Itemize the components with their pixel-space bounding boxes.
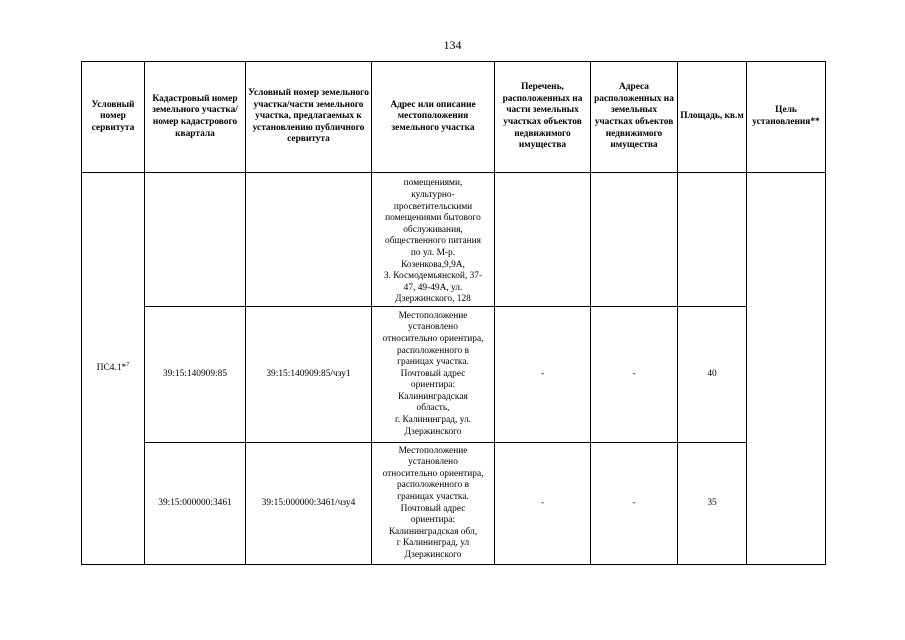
conditional-cell: 39:15:000000:3461/чзу4: [246, 443, 372, 565]
servitude-footnote: 7: [126, 361, 130, 368]
servitude-id-cell: [82, 173, 145, 565]
conditional-cell: [246, 173, 372, 307]
object-addresses-cell: [591, 173, 678, 307]
table-row: [82, 173, 826, 307]
header-area: Площадь, кв.м: [678, 62, 747, 173]
cadastral-cell: 39:15:000000:3461: [145, 443, 246, 565]
address-cell: Местоположение установлено относительно ориентира, расположенного в границах участка. Почтовый адрес ориентира: Калининградская область, г. Калининград, ул. Дзержинского: [372, 307, 495, 443]
servitude-table: [81, 61, 826, 565]
objects-cell: -: [495, 307, 591, 443]
address-cell: Местоположение установлено относительно ориентира, расположенного в границах участка. Почтовый адрес ориентира: Калининградская обл, г Калининград, ул Дзержинского: [372, 443, 495, 565]
object-addresses-cell: -: [591, 307, 678, 443]
area-cell: 40: [678, 307, 747, 443]
header-row: [82, 62, 826, 173]
objects-cell: -: [495, 443, 591, 565]
servitude-id: ПС4.1*: [96, 362, 127, 373]
object-addresses-cell: -: [591, 443, 678, 565]
area-cell: [678, 173, 747, 307]
table-row: [82, 443, 826, 565]
address-cell: помещениями, культурно- просветительскими помещениями бытового обслуживания, общественного питания по ул. М-р. Козенкова,9,9А, З. Космодемьянской, 37- 47, 49-49А, ул. Дзержинского, 128: [372, 173, 495, 307]
header-address: Адрес или описание местоположения земельного участка: [372, 62, 495, 173]
cadastral-cell: [145, 173, 246, 307]
cadastral-cell: 39:15:140909:85: [145, 307, 246, 443]
objects-cell: [495, 173, 591, 307]
header-cadastral-number: Кадастровый номер земельного участка/номер кадастрового квартала: [145, 62, 246, 173]
page-number: 134: [443, 38, 462, 52]
area-cell: 35: [678, 443, 747, 565]
header-servitude-number: Условный номер сервитута: [82, 62, 145, 173]
purpose-cell: [747, 173, 826, 565]
table-row: [82, 307, 826, 443]
header-objects-addresses: Адреса расположенных на земельных участках объектов недвижимого имущества: [591, 62, 678, 173]
header-objects-list: Перечень, расположенных на части земельных участках объектов недвижимого имущества: [495, 62, 591, 173]
conditional-cell: 39:15:140909:85/чзу1: [246, 307, 372, 443]
header-purpose: Цель установления**: [747, 62, 826, 173]
header-conditional-number: Условный номер земельного участка/части земельного участка, предлагаемых к установлению публичного сервитута: [246, 62, 372, 173]
